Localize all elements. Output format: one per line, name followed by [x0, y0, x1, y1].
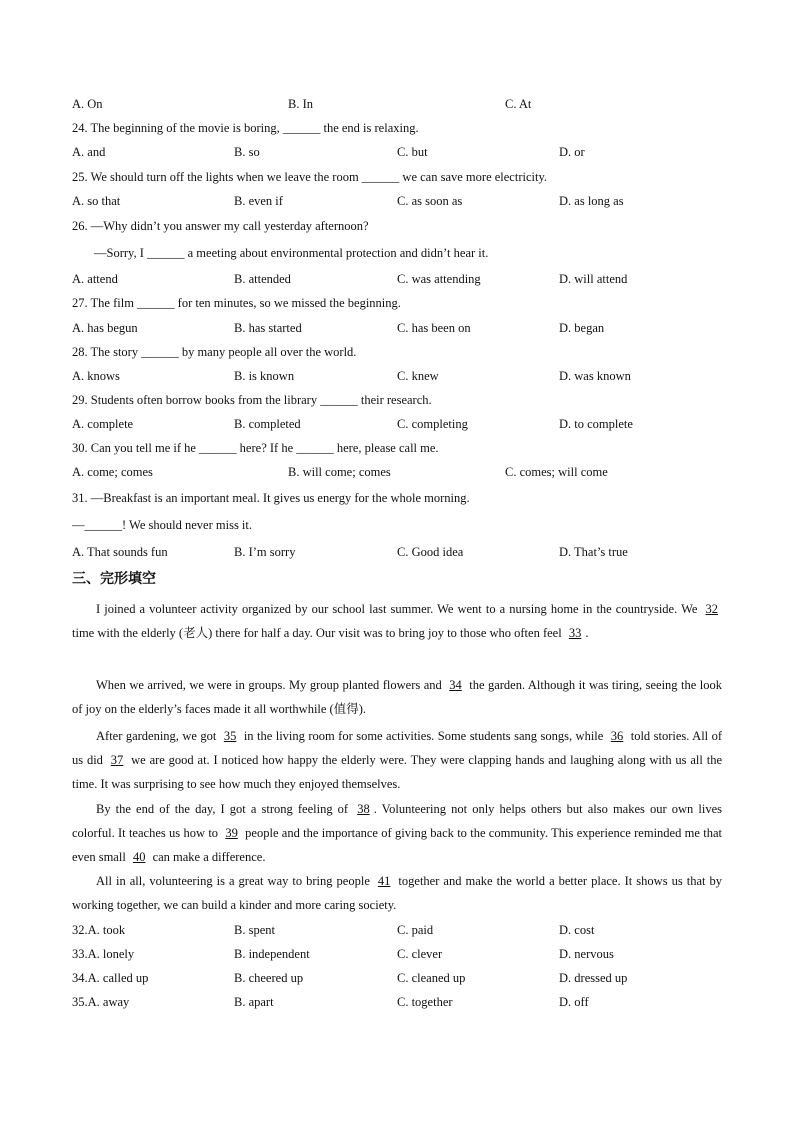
q24-option-a: A. and	[72, 145, 106, 159]
q29-option-d: D. to complete	[559, 417, 633, 431]
q34-option-c: C. cleaned up	[397, 971, 466, 985]
blank-41: 41	[377, 874, 391, 888]
passage-paragraph-5	[72, 869, 722, 917]
q31-stem: 31. —Breakfast is an important meal. It gives us energy for the whole morning.	[72, 491, 470, 505]
q29-option-c: C. completing	[397, 417, 468, 431]
q26-stem: 26. —Why didn’t you answer my call yesterday afternoon?	[72, 219, 369, 233]
passage-text: can make a difference.	[149, 850, 266, 865]
q35-option-c: C. together	[397, 995, 453, 1009]
q32-option-c: C. paid	[397, 923, 434, 937]
q31-reply: —______! We should never miss it.	[72, 518, 252, 532]
passage-text: After gardening, we got	[96, 729, 220, 743]
q25-option-d: D. as long as	[559, 194, 624, 208]
passage-text: the garden. Although it was tiring, seeing the look of joy on the elderly’s faces made it all worthwhile (值得).	[72, 678, 722, 717]
q35-option-b: B. apart	[234, 995, 274, 1009]
q23-option-b: B. In	[288, 97, 313, 111]
passage-paragraph-1	[72, 597, 722, 645]
q28-option-a: A. knows	[72, 369, 120, 383]
passage-paragraph-4	[72, 797, 722, 870]
blank-35: 35	[223, 729, 237, 743]
q34-option-a: 34.A. called up	[72, 971, 149, 985]
q32-option-d: D. cost	[559, 923, 595, 937]
passage-text: . Volunteering not only helps others but also makes our own lives colorful. It teaches us how to	[72, 802, 722, 841]
passage-paragraph-2	[72, 673, 722, 721]
passage-text: told stories. All of us did	[72, 729, 723, 768]
blank-39: 39	[225, 826, 238, 841]
q26-option-d: D. will attend	[559, 272, 628, 286]
q33-option-a: 33.A. lonely	[72, 947, 135, 961]
blank-37: 37	[110, 753, 124, 768]
q23-option-a: A. On	[72, 97, 103, 111]
passage-text: By the end of the day, I got a strong feeling of	[96, 802, 354, 816]
q30-option-c: C. comes; will come	[505, 465, 608, 479]
q27-option-c: C. has been on	[397, 321, 471, 335]
blank-36: 36	[610, 729, 624, 743]
passage-paragraph-3	[72, 724, 722, 797]
q25-stem: 25. We should turn off the lights when we leave the room ______ we can save more electricity.	[72, 170, 548, 184]
q30-option-b: B. will come; comes	[288, 465, 391, 479]
q24-option-c: C. but	[397, 145, 428, 159]
blank-34: 34	[449, 678, 462, 692]
passage-text: When we arrived, we were in groups. My group planted flowers and	[96, 678, 446, 692]
q26-option-a: A. attend	[72, 272, 118, 286]
q33-option-d: D. nervous	[559, 947, 614, 961]
q32-option-a: 32.A. took	[72, 923, 126, 937]
q26-option-b: B. attended	[234, 272, 291, 286]
q25-option-c: C. as soon as	[397, 194, 463, 208]
passage-text: people and the importance of giving back to the community. This experience reminded me that even small	[72, 826, 722, 865]
blank-38: 38	[357, 802, 370, 816]
passage-text: .	[585, 626, 589, 641]
passage-text: I joined a volunteer activity organized by our school last summer. We went to a nursing home in the countryside. We	[96, 602, 702, 616]
passage-text: in the living room for some activities. Some students sang songs, while	[240, 729, 607, 743]
q28-option-d: D. was known	[559, 369, 631, 383]
passage-text: All in all, volunteering is a great way to bring people	[96, 874, 374, 888]
passage-text: we are good at. I noticed how happy the elderly were. They were clapping hands and laughing along with us all the time. It was surprising to see how much they enjoyed themselves.	[72, 753, 722, 792]
q35-option-d: D. off	[559, 995, 589, 1009]
section-title-cloze: 三、完形填空	[72, 571, 156, 587]
q24-option-d: D. or	[559, 145, 585, 159]
q28-option-c: C. knew	[397, 369, 439, 383]
passage-text: together and make the world a better place. It shows us that by working together, we can build a kinder and more caring society.	[72, 874, 722, 913]
blank-40: 40	[132, 850, 146, 865]
q31-option-a: A. That sounds fun	[72, 545, 168, 559]
q26-option-c: C. was attending	[397, 272, 481, 286]
q33-option-b: B. independent	[234, 947, 310, 961]
q30-stem: 30. Can you tell me if he ______ here? If he ______ here, please call me.	[72, 441, 439, 455]
q33-option-c: C. clever	[397, 947, 443, 961]
q31-option-d: D. That’s true	[559, 545, 628, 559]
q25-option-a: A. so that	[72, 194, 121, 208]
passage-text: time with the elderly (老人) there for half a day. Our visit was to bring joy to those who often feel	[72, 626, 565, 641]
q30-option-a: A. come; comes	[72, 465, 153, 479]
q34-option-b: B. cheered up	[234, 971, 304, 985]
q29-option-b: B. completed	[234, 417, 301, 431]
q23-option-c: C. At	[505, 97, 532, 111]
q31-option-b: B. I’m sorry	[234, 545, 296, 559]
blank-33: 33	[568, 626, 582, 641]
q29-stem: 29. Students often borrow books from the library ______ their research.	[72, 393, 432, 407]
q24-option-b: B. so	[234, 145, 260, 159]
q28-option-b: B. is known	[234, 369, 295, 383]
q27-option-a: A. has begun	[72, 321, 138, 335]
q26-reply: —Sorry, I ______ a meeting about environmental protection and didn’t hear it.	[94, 246, 489, 260]
q27-option-b: B. has started	[234, 321, 302, 335]
q28-stem: 28. The story ______ by many people all over the world.	[72, 345, 357, 359]
q29-option-a: A. complete	[72, 417, 134, 431]
q27-option-d: D. began	[559, 321, 605, 335]
q32-option-b: B. spent	[234, 923, 275, 937]
q24-stem: 24. The beginning of the movie is boring, ______ the end is relaxing.	[72, 121, 419, 135]
blank-32: 32	[705, 602, 718, 616]
q27-stem: 27. The film ______ for ten minutes, so we missed the beginning.	[72, 296, 401, 310]
q34-option-d: D. dressed up	[559, 971, 628, 985]
q31-option-c: C. Good idea	[397, 545, 464, 559]
q35-option-a: 35.A. away	[72, 995, 130, 1009]
q25-option-b: B. even if	[234, 194, 283, 208]
